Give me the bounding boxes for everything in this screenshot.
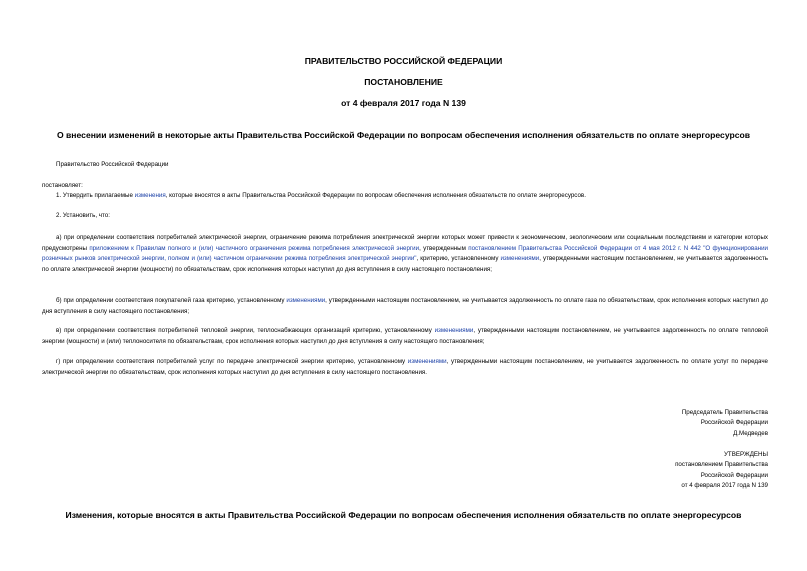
link-resolution-442[interactable]: постановлением Правительства Российской Федерации от 4 мая 2012 г. N 442 "О функционировании розничных рынков электрической энергии, полном и (или) частичном ограничении режима потребления электрической энергии": [42, 244, 768, 263]
p1-text: 1. Утвердить прилагаемые: [56, 192, 135, 199]
pb-text-1: б) при определении соответствия покупателей газа критерию, установленному: [56, 297, 287, 304]
link-changes-1[interactable]: изменения: [134, 192, 166, 199]
paragraph-d: [42, 357, 768, 378]
pa-text-3: , критерию, установленному: [416, 255, 501, 263]
approval-line-1: УТВЕРЖДЕНЫ: [724, 451, 768, 458]
org-title: ПРАВИТЕЛЬСТВО РОССИЙСКОЙ ФЕДЕРАЦИИ: [304, 56, 503, 66]
link-appendix-rules[interactable]: приложением к Правилам полного и (или) частичного ограничения режима потребления электрической энергии: [89, 244, 420, 252]
paragraph-2: 2. Установить, что:: [56, 212, 110, 219]
link-changes-b[interactable]: изменениями: [286, 297, 326, 304]
paragraph-b: [42, 296, 768, 317]
doc-date-number: от 4 февраля 2017 года N 139: [341, 98, 466, 108]
paragraph-a: [42, 233, 768, 275]
pa-text-1: а) при определении соответствия потребителей электрической энергии, ограничение режима потребления электрической энергии которых может привести к экономическим, экологическим или социальным последствиям и категории которых предусмотрены: [42, 234, 768, 252]
pd-text-2: , утвержденными настоящим постановлением, не учитывается задолженность по оплате услуг по передаче электрической энергии по обязательствам, срок исполнения которых наступил до дня вступления в силу настоящего постановления.: [42, 358, 768, 376]
signature-line-3: Д.Медведев: [733, 429, 768, 437]
appendix-title: Изменения, которые вносятся в акты Правительства Российской Федерации по вопросам обеспечения исполнения обязательств по оплате энергоресурсов: [65, 510, 742, 520]
link-changes-c[interactable]: изменениями: [434, 327, 474, 334]
pc-text-2: , утвержденными настоящим постановлением, не учитывается задолженность по оплате тепловой энергии (мощности) и (или) теплоносителя по обязательствам, срок исполнения которых наступил до дня вступления в силу настоящего постановления;: [42, 327, 769, 345]
pa-text-4: , утвержденными настоящим постановлением, не учитывается задолженность по оплате электрической энергии (мощности) по обязательствам, срок исполнения которых наступил до дня вступления в силу настоящего постановления;: [42, 255, 768, 273]
decides: постановляет:: [42, 182, 83, 189]
link-changes-d[interactable]: изменениями: [407, 358, 447, 365]
doc-subject: О внесении изменений в некоторые акты Правительства Российской Федерации по вопросам обеспечения исполнения обязательств по оплате энергоресурсов: [56, 130, 751, 140]
approval-line-4: от 4 февраля 2017 года N 139: [681, 482, 768, 490]
signature-line-2: Российской Федерации: [700, 419, 768, 427]
paragraph-c: [42, 326, 768, 347]
signature-line-1: Председатель Правительства: [681, 409, 768, 416]
pa-text-2: , утвержденным: [419, 244, 469, 252]
p1-text-end: , которые вносятся в акты Правительства Российской Федерации по вопросам обеспечения исполнения обязательств по оплате энергоресурсов.: [165, 192, 586, 199]
approval-line-2: постановлением Правительства: [675, 461, 768, 469]
issuer: Правительство Российской Федерации: [56, 161, 169, 168]
pc-text-1: в) при определении соответствия потребителей тепловой энергии, теплоснабжающих организаций критерию, установленному: [56, 327, 435, 334]
paragraph-1: [42, 191, 768, 202]
pd-text-1: г) при определении соответствия потребителей услуг по передаче электрической энергии критерию, установленному: [56, 358, 408, 365]
pb-text-2: , утвержденными настоящим постановлением, не учитывается задолженность по оплате газа по обязательствам, срок исполнения которых наступил до дня вступления в силу настоящего постановления;: [42, 297, 768, 315]
approval-line-3: Российской Федерации: [700, 471, 768, 479]
approval-block: [675, 450, 768, 492]
signature-block: [682, 408, 768, 439]
link-changes-a[interactable]: изменениями: [500, 255, 540, 263]
doc-type: ПОСТАНОВЛЕНИЕ: [364, 77, 443, 87]
